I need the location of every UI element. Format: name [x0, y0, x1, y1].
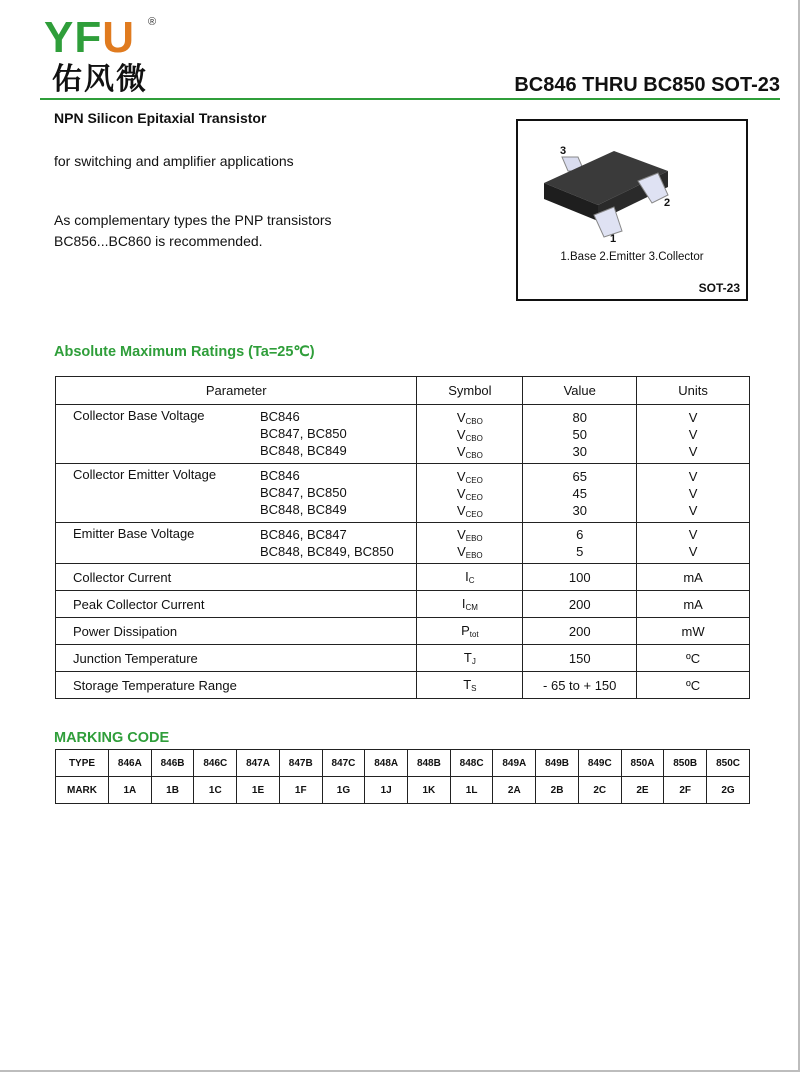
marking-type-cell: 850C — [707, 750, 750, 777]
symbol: $P_{tot}$ — [417, 618, 523, 645]
unit: mW — [637, 618, 750, 645]
value: 30 — [572, 443, 587, 459]
marking-type-cell: 849B — [536, 750, 579, 777]
value: 200 — [523, 591, 637, 618]
application-text: for switching and amplifier applications — [54, 153, 294, 169]
variant-name: BC848, BC849, BC850 — [260, 544, 394, 559]
marking-title: MARKING CODE — [54, 730, 170, 746]
marking-type-cell: 846C — [194, 750, 237, 777]
ratings-header-row — [56, 377, 750, 405]
variant-name: BC848, BC849 — [260, 443, 347, 458]
marking-mark-cell: 1L — [450, 777, 493, 804]
unit: ºC — [637, 672, 750, 699]
pin-description: 1.Base 2.Emitter 3.Collector — [560, 251, 704, 263]
sot23-package-icon — [518, 121, 746, 251]
product-subtitle: NPN Silicon Epitaxial Transistor — [54, 110, 267, 126]
marking-type-cell: 847A — [237, 750, 280, 777]
value-cell — [523, 523, 637, 564]
table-row — [56, 523, 750, 564]
symbol: $I_{CM}$ — [417, 591, 523, 618]
parameter-cell — [56, 645, 417, 672]
parameter-cell — [56, 405, 417, 464]
ratings-title: Absolute Maximum Ratings (Ta=25℃) — [54, 344, 315, 360]
parameter-name: Emitter Base Voltage — [73, 526, 195, 541]
marking-type-cell: 849A — [493, 750, 536, 777]
table-row — [56, 591, 750, 618]
marking-type-cell: 849C — [578, 750, 621, 777]
unit-cell — [637, 405, 750, 464]
marking-mark-cell: 2C — [578, 777, 621, 804]
marking-mark-cell: 1K — [408, 777, 451, 804]
header-units: Units — [637, 377, 750, 405]
value: 50 — [572, 426, 587, 442]
pin-2-label: 2 — [664, 197, 671, 209]
variant-name: BC846 — [260, 468, 300, 483]
package-figure — [516, 119, 748, 301]
symbol: $V_{CBO}$ — [456, 443, 483, 460]
value: 200 — [523, 618, 637, 645]
variant-list — [260, 467, 347, 518]
unit: V — [688, 485, 698, 501]
complement-line-2: BC856...BC860 is recommended. — [54, 233, 263, 249]
value-cell — [523, 464, 637, 523]
ratings-table — [55, 376, 750, 699]
marking-mark-cell: 2G — [707, 777, 750, 804]
unit: mA — [637, 564, 750, 591]
unit-cell — [637, 464, 750, 523]
marking-type-cell: 847B — [279, 750, 322, 777]
variant-name: BC847, BC850 — [260, 426, 347, 441]
marking-type-cell: 846A — [109, 750, 152, 777]
logo-letter-u: U — [102, 13, 136, 62]
parameter-cell — [56, 618, 417, 645]
value: 80 — [572, 409, 587, 425]
variant-name: BC846 — [260, 409, 300, 424]
marking-type-cell: 847C — [322, 750, 365, 777]
marking-type-cell: 848B — [408, 750, 451, 777]
symbol-cell — [417, 523, 523, 564]
marking-mark-cell: 1E — [237, 777, 280, 804]
unit-cell — [637, 523, 750, 564]
mark-label: MARK — [56, 777, 109, 804]
marking-type-row — [56, 750, 750, 777]
header-value: Value — [523, 377, 637, 405]
marking-mark-cell: 2E — [621, 777, 664, 804]
variant-name: BC846, BC847 — [260, 527, 347, 542]
pin-3-label: 3 — [560, 145, 567, 157]
marking-type-cell: 846B — [151, 750, 194, 777]
variant-name: BC848, BC849 — [260, 502, 347, 517]
parameter-cell — [56, 464, 417, 523]
parameter-cell — [56, 591, 417, 618]
value: 100 — [523, 564, 637, 591]
table-row — [56, 405, 750, 464]
marking-mark-cell: 1J — [365, 777, 408, 804]
parameter-name: Collector Emitter Voltage — [73, 467, 217, 482]
table-row — [56, 464, 750, 523]
marking-mark-cell: 1B — [151, 777, 194, 804]
parameter-name: Peak Collector Current — [73, 596, 205, 612]
marking-mark-cell: 1G — [322, 777, 365, 804]
value: 6 — [576, 527, 584, 542]
marking-mark-cell: 2A — [493, 777, 536, 804]
symbol: $I_C$ — [417, 564, 523, 591]
unit: V — [688, 468, 698, 484]
marking-type-cell: 848A — [365, 750, 408, 777]
variant-list — [260, 408, 347, 459]
logo-letter-f: F — [74, 13, 103, 62]
marking-type-cell: 848C — [450, 750, 493, 777]
parameter-name: Junction Temperature — [73, 650, 198, 666]
marking-type-cell: 850A — [621, 750, 664, 777]
value: 5 — [576, 544, 584, 559]
unit: mA — [637, 591, 750, 618]
unit: V — [688, 527, 698, 542]
symbol: $T_J$ — [417, 645, 523, 672]
marking-mark-cell: 1A — [109, 777, 152, 804]
symbol-cell — [417, 464, 523, 523]
type-label: TYPE — [56, 750, 109, 777]
parameter-cell — [56, 564, 417, 591]
registered-mark: ® — [148, 16, 157, 28]
parameter-name: Storage Temperature Range — [73, 677, 237, 693]
header-divider — [40, 98, 780, 100]
table-row — [56, 672, 750, 699]
pin-1-label: 1 — [610, 233, 617, 245]
unit: V — [688, 426, 698, 442]
parameter-name: Collector Current — [73, 569, 172, 585]
value: 45 — [572, 485, 587, 501]
unit: V — [688, 409, 698, 425]
header-symbol: Symbol — [417, 377, 523, 405]
parameter-cell — [56, 672, 417, 699]
package-name: SOT-23 — [698, 281, 740, 295]
unit: V — [688, 544, 698, 559]
symbol: $V_{CBO}$ — [456, 426, 483, 443]
marking-mark-row — [56, 777, 750, 804]
parameter-name: Collector Base Voltage — [73, 408, 205, 423]
symbol: $V_{EBO}$ — [457, 544, 483, 560]
value: 30 — [572, 502, 587, 518]
header-parameter: Parameter — [56, 377, 417, 405]
table-row — [56, 645, 750, 672]
document-title: BC846 THRU BC850 SOT-23 — [514, 74, 780, 96]
complement-text — [54, 210, 454, 252]
symbol: $T_S$ — [417, 672, 523, 699]
value-cell — [523, 405, 637, 464]
symbol-cell — [417, 405, 523, 464]
unit: V — [688, 443, 698, 459]
value: - 65 to + 150 — [523, 672, 637, 699]
value: 65 — [572, 468, 587, 484]
marking-mark-cell: 2B — [536, 777, 579, 804]
symbol: $V_{CBO}$ — [456, 409, 483, 426]
logo-letter-y: Y — [44, 13, 75, 62]
symbol: $V_{CEO}$ — [456, 502, 483, 519]
table-row — [56, 564, 750, 591]
logo-chinese-name: 佑风微 — [52, 63, 148, 96]
symbol: $V_{CEO}$ — [456, 485, 483, 502]
table-row — [56, 618, 750, 645]
parameter-name: Power Dissipation — [73, 623, 178, 639]
logo-letters — [44, 13, 136, 62]
symbol: $V_{EBO}$ — [457, 527, 483, 543]
marking-mark-cell: 1F — [279, 777, 322, 804]
marking-mark-cell: 1C — [194, 777, 237, 804]
marking-type-cell: 850B — [664, 750, 707, 777]
symbol: $V_{CEO}$ — [456, 468, 483, 485]
marking-mark-cell: 2F — [664, 777, 707, 804]
unit: V — [688, 502, 698, 518]
unit: ºC — [637, 645, 750, 672]
variant-name: BC847, BC850 — [260, 485, 347, 500]
parameter-cell — [56, 523, 417, 564]
marking-table — [55, 749, 750, 804]
value: 150 — [523, 645, 637, 672]
variant-list — [260, 526, 394, 560]
brand-logo — [44, 13, 174, 96]
complement-line-1: As complementary types the PNP transistors — [54, 212, 332, 228]
